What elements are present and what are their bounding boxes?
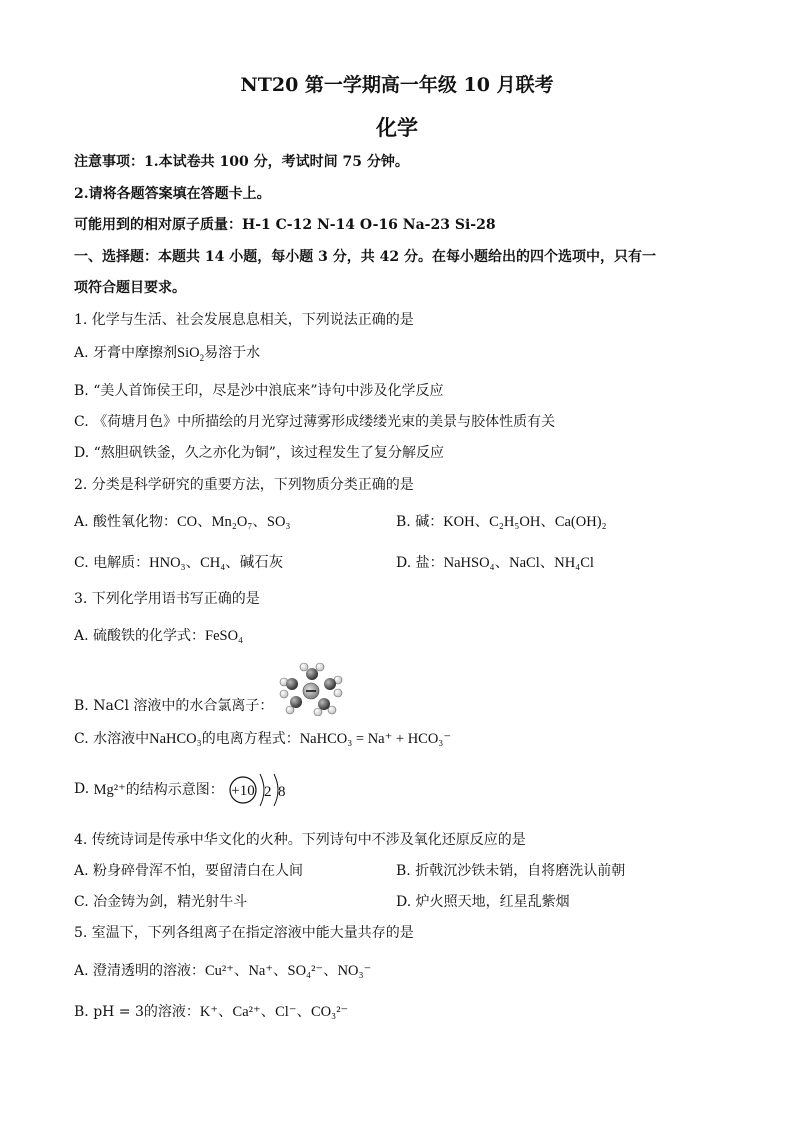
q2-b-items: KOH、C₂H₅OH、Ca(OH)₂ bbox=[443, 514, 607, 530]
q1-a-formula-main: SiO bbox=[177, 345, 200, 361]
q3-b-label: B. NaCl 溶液中的水合氯离子： bbox=[74, 698, 274, 714]
q4-option-a: A. 粉身碎骨浑不怕，要留清白在人间 bbox=[74, 863, 304, 879]
q5-a-ions: Cu²⁺、Na⁺、SO₄²⁻、NO₃⁻ bbox=[205, 963, 372, 979]
q1-a-formula bbox=[177, 345, 204, 361]
q2-option-d bbox=[396, 551, 594, 572]
q2-c-label: C. 电解质： bbox=[74, 555, 150, 571]
q3-option-d bbox=[74, 770, 292, 810]
q2-d-items: NaHSO₄、NaCl、NH₄Cl bbox=[443, 555, 594, 571]
mg-ion-structure-diagram-icon bbox=[228, 770, 292, 810]
q4-option-d: D. 炉火照天地，红星乱紫烟 bbox=[396, 894, 570, 910]
q3-d-label: D. bbox=[74, 781, 90, 797]
subject-title: 化学 bbox=[376, 115, 418, 140]
note-2: 2.请将各题答案填在答题卡上。 bbox=[74, 186, 271, 202]
q1-a-prefix: A. 牙膏中摩擦剂 bbox=[74, 345, 178, 361]
q2-d-label: D. 盐： bbox=[396, 555, 444, 571]
q2-stem: 2. 分类是科学研究的重要方法，下列物质分类正确的是 bbox=[74, 477, 414, 493]
q2-b-label: B. 碱： bbox=[396, 514, 444, 530]
q3-c-mid: 的电离方程式： bbox=[201, 731, 300, 747]
q2-option-b bbox=[396, 510, 607, 531]
q5-b-ions: K⁺、Ca²⁺、Cl⁻、CO₃²⁻ bbox=[199, 1004, 349, 1020]
q5-option-a bbox=[74, 959, 371, 980]
hydrated-chloride-ion-diagram-icon bbox=[278, 660, 344, 716]
q3-c-label: C. 水溶液中 bbox=[74, 731, 150, 747]
section-heading-line1: 一、选择题：本题共 14 小题，每小题 3 分，共 42 分。在每小题给出的四个选项中，只有一 bbox=[74, 249, 656, 265]
section-heading-line2: 项符合题目要求。 bbox=[74, 280, 186, 296]
q2-a-label: A. 酸性氧化物： bbox=[74, 514, 178, 530]
q1-option-a bbox=[74, 342, 260, 363]
q3-a-label: A. 硫酸铁的化学式： bbox=[74, 628, 206, 644]
q3-stem: 3. 下列化学用语书写正确的是 bbox=[74, 591, 260, 607]
q2-option-c bbox=[74, 551, 283, 572]
q3-d-text: 的结构示意图： bbox=[125, 782, 224, 798]
q3-option-a bbox=[74, 625, 243, 645]
bohr-shell2-text: 8 bbox=[278, 784, 286, 800]
bohr-nucleus-text: +10 bbox=[231, 783, 255, 799]
q1-option-b: B. “美人首饰侯王印，尽是沙中浪底来”诗句中涉及化学反应 bbox=[74, 383, 444, 399]
q3-a-formula: FeSO₄ bbox=[205, 628, 244, 644]
note-1: 注意事项：1.本试卷共 100 分，考试时间 75 分钟。 bbox=[74, 154, 409, 170]
q3-d-ion: Mg²⁺ bbox=[93, 782, 126, 798]
q4-option-c: C. 冶金铸为剑，精光射牛斗 bbox=[74, 894, 248, 910]
q3-c-equation: NaHCO₃ = Na⁺ + HCO₃⁻ bbox=[299, 731, 452, 747]
bohr-shell1-text: 2 bbox=[264, 784, 272, 800]
exam-title: NT20 第一学期高一年级 10 月联考 bbox=[240, 74, 554, 96]
q5-stem: 5. 室温下，下列各组离子在指定溶液中能大量共存的是 bbox=[74, 925, 414, 941]
atomic-masses: 可能用到的相对原子质量：H-1 C-12 N-14 O-16 Na-23 Si-28 bbox=[74, 217, 496, 233]
q2-c-items: HNO₃、CH₄、碱石灰 bbox=[149, 555, 284, 571]
q3-option-b bbox=[74, 660, 344, 716]
q2-a-items: CO、Mn₂O₇、SO₃ bbox=[177, 514, 291, 530]
q2-option-a bbox=[74, 510, 290, 531]
q3-option-c bbox=[74, 728, 451, 748]
q4-stem: 4. 传统诗词是传承中华文化的火种。下列诗句中不涉及氧化还原反应的是 bbox=[74, 832, 526, 848]
q3-c-formula: NaHCO₃ bbox=[149, 731, 202, 747]
q1-a-suffix: 易溶于水 bbox=[204, 345, 261, 361]
q5-b-label: B. pH = 3的溶液： bbox=[74, 1004, 200, 1020]
q1-stem: 1. 化学与生活、社会发展息息相关，下列说法正确的是 bbox=[74, 312, 414, 328]
q1-a-formula-sub: 2 bbox=[199, 352, 205, 363]
q4-option-b: B. 折戟沉沙铁未销，自将磨洗认前朝 bbox=[396, 863, 626, 879]
q5-option-b bbox=[74, 1000, 348, 1021]
q1-option-d: D. “熬胆矾铁釜，久之亦化为铜”，该过程发生了复分解反应 bbox=[74, 445, 444, 461]
q1-option-c: C. 《荷塘月色》中所描绘的月光穿过薄雾形成缕缕光束的美景与胶体性质有关 bbox=[74, 414, 556, 430]
q5-a-label: A. 澄清透明的溶液： bbox=[74, 963, 206, 979]
